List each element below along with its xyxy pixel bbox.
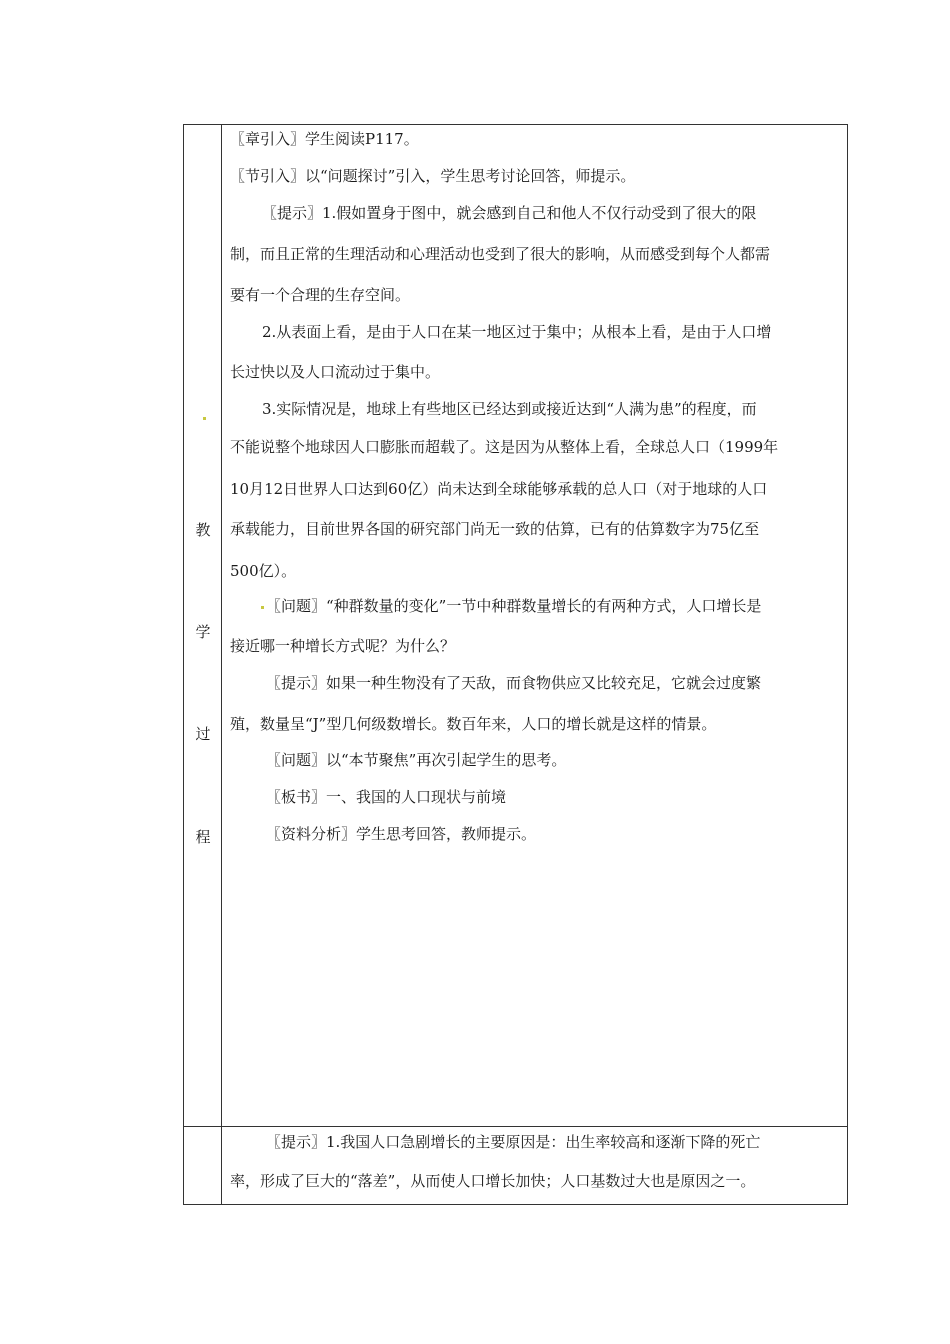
text-line: 〖资料分析〗学生思考回答，教师提示。: [266, 825, 537, 843]
text-line: 不能说整个地球因人口膨胀而超载了。这是因为从整体上看，全球总人口（1999年: [230, 438, 779, 456]
text-line: 殖，数量呈“J”型几何级数增长。数百年来，人口的增长就是这样的情景。: [230, 715, 717, 733]
row-label-cell-empty: [184, 1127, 222, 1204]
text-line: 制，而且正常的生理活动和心理活动也受到了很大的影响，从而感受到每个人都需: [230, 245, 771, 263]
text-line: 〖问题〗“种群数量的变化”一节中种群数量增长的有两种方式，人口增长是: [266, 597, 762, 615]
row-divider: [184, 1126, 847, 1127]
row-label-char: 过: [195, 725, 211, 743]
text-line: 承载能力，目前世界各国的研究部门尚无一致的估算，已有的估算数字为75亿至: [230, 520, 760, 538]
text-line: 〖提示〗如果一种生物没有了天敌，而食物供应又比较充足，它就会过度繁: [266, 674, 762, 692]
ink-mark: [203, 417, 206, 420]
text-line: 〖板书〗一、我国的人口现状与前境: [266, 788, 507, 806]
text-line: 2.从表面上看，是由于人口在某一地区过于集中；从根本上看，是由于人口增: [262, 323, 772, 341]
row-label-cell: [184, 125, 222, 1127]
row-label-char: 学: [195, 623, 211, 641]
text-line: 接近哪一种增长方式呢？为什么？: [230, 637, 456, 655]
ink-mark: [261, 606, 264, 609]
text-line: 〖提示〗1.我国人口急剧增长的主要原因是：出生率较高和逐渐下降的死亡: [266, 1133, 761, 1151]
text-line: 率，形成了巨大的“落差”，从而使人口增长加快；人口基数过大也是原因之一。: [230, 1172, 756, 1190]
text-line: 500亿）。: [230, 562, 297, 580]
text-line: 3.实际情况是，地球上有些地区已经达到或接近达到“人满为患”的程度，而: [262, 400, 757, 418]
lesson-table: [183, 124, 848, 1205]
row-label-char: 程: [195, 828, 211, 846]
row-label-char: 教: [195, 521, 211, 539]
text-line: 10月12日世界人口达到60亿）尚未达到全球能够承载的总人口（对于地球的人口: [230, 480, 768, 498]
text-line: 〖问题〗以“本节聚焦”再次引起学生的思考。: [266, 751, 567, 769]
text-line: 〖提示〗1.假如置身于图中，就会感到自己和他人不仅行动受到了很大的限: [262, 204, 757, 222]
text-line: 〖节引入〗以“问题探讨”引入，学生思考讨论回答，师提示。: [230, 167, 636, 185]
text-line: 要有一个合理的生存空间。: [230, 286, 411, 304]
text-line: 长过快以及人口流动过于集中。: [230, 363, 441, 381]
text-line: 〖章引入〗学生阅读P117。: [230, 130, 419, 148]
